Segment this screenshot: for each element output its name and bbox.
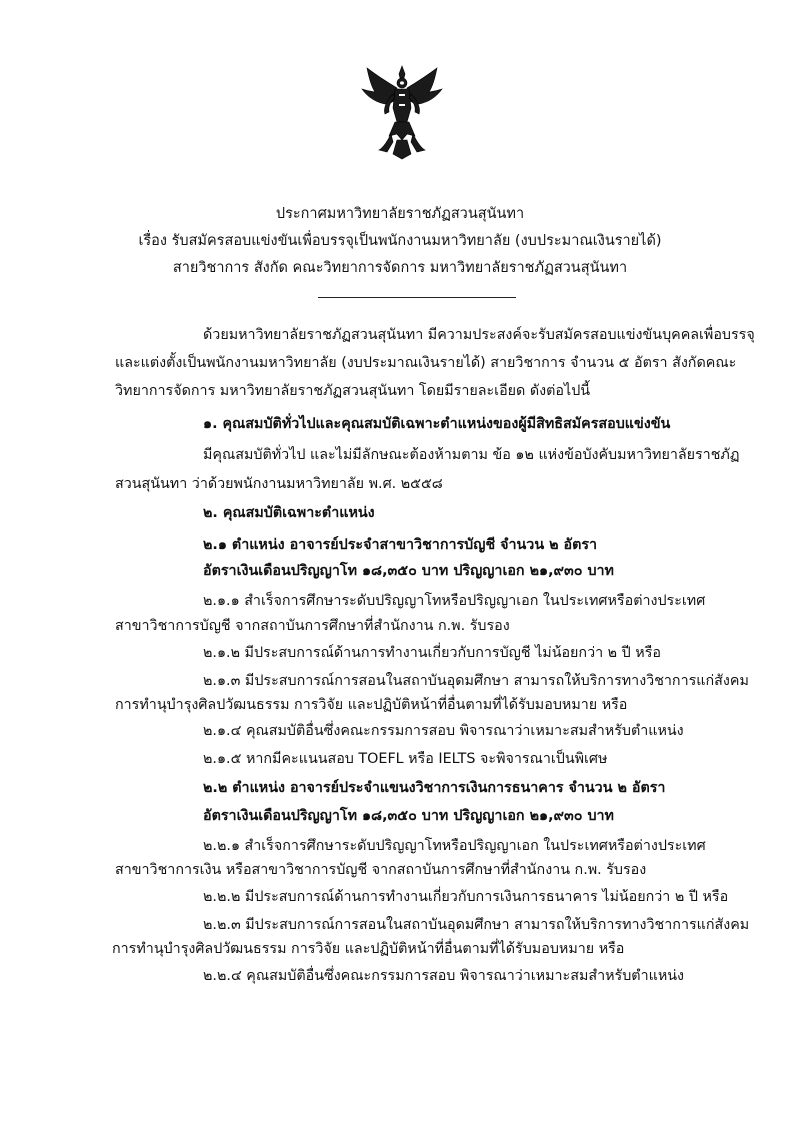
item-2-2-3-b: การทำนุบำรุงศิลปวัฒนธรรม การวิจัย และปฏิบัติหน้าที่อื่นตามที่ได้รับมอบหมาย หรือ: [112, 941, 625, 957]
position-2-2-salary: อัตราเงินเดือนปริญญาโท ๑๘,๓๕๐ บาท ปริญญาเอก ๒๑,๙๓๐ บาท: [203, 808, 614, 824]
item-2-2-1-b: สาขาวิชาการเงิน หรือสาขาวิชาการบัญชี จากสถาบันการศึกษาที่สำนักงาน ก.พ. รับรอง: [115, 862, 647, 878]
item-2-1-1-b: สาขาวิชาการบัญชี จากสถาบันการศึกษาที่สำนักงาน ก.พ. รับรอง: [115, 618, 510, 634]
intro-line-3: วิทยาการจัดการ มหาวิทยาลัยราชภัฏสวนสุนันทา โดยมีรายละเอียด ดังต่อไปนี้: [115, 383, 591, 399]
item-2-2-2: ๒.๒.๒ มีประสบการณ์ด้านการทำงานเกี่ยวกับการเงินการธนาคาร ไม่น้อยกว่า ๒ ปี หรือ: [203, 889, 729, 905]
section-1-line-1: มีคุณสมบัติทั่วไป และไม่มีลักษณะต้องห้ามตาม ข้อ ๑๒ แห่งข้อบังคับมหาวิทยาลัยราชภัฏ: [203, 447, 740, 463]
intro-line-1: ด้วยมหาวิทยาลัยราชภัฏสวนสุนันทา มีความประสงค์จะรับสมัครสอบแข่งขันบุคคลเพื่อบรรจุ: [203, 327, 755, 343]
header-divider: [318, 297, 516, 298]
position-2-1-salary: อัตราเงินเดือนปริญญาโท ๑๘,๓๕๐ บาท ปริญญาเอก ๒๑,๙๓๐ บาท: [203, 563, 614, 579]
intro-line-2: และแต่งตั้งเป็นพนักงานมหาวิทยาลัย (งบประมาณเงินรายได้) สายวิชาการ จำนวน ๕ อัตรา สังกัดคณะ: [115, 355, 737, 371]
item-2-2-3-a: ๒.๒.๓ มีประสบการณ์การสอนในสถาบันอุดมศึกษา สามารถให้บริการทางวิชาการแก่สังคม: [203, 917, 750, 933]
announcement-subject: เรื่อง รับสมัครสอบแข่งขันเพื่อบรรจุเป็นพนักงานมหาวิทยาลัย (งบประมาณเงินรายได้): [138, 233, 662, 249]
position-2-1-title: ๒.๑ ตำแหน่ง อาจารย์ประจำสาขาวิชาการบัญชี จำนวน ๒ อัตรา: [203, 537, 598, 553]
section-2-heading: ๒. คุณสมบัติเฉพาะตำแหน่ง: [203, 505, 375, 521]
section-1-line-2: สวนสุนันทา ว่าด้วยพนักงานมหาวิทยาลัย พ.ศ. ๒๕๕๘: [115, 476, 443, 492]
item-2-2-4: ๒.๒.๔ คุณสมบัติอื่นซึ่งคณะกรรมการสอบ พิจารณาว่าเหมาะสมสำหรับตำแหน่ง: [203, 968, 685, 984]
item-2-1-2: ๒.๑.๒ มีประสบการณ์ด้านการทำงานเกี่ยวกับการบัญชี ไม่น้อยกว่า ๒ ปี หรือ: [203, 645, 661, 661]
section-1-heading: ๑. คุณสมบัติทั่วไปและคุณสมบัติเฉพาะตำแหน่งของผู้มีสิทธิสมัครสอบแข่งขัน: [203, 416, 671, 432]
item-2-1-3-a: ๒.๑.๓ มีประสบการณ์การสอนในสถาบันอุดมศึกษา สามารถให้บริการทางวิชาการแก่สังคม: [203, 673, 749, 689]
position-2-2-title: ๒.๒ ตำแหน่ง อาจารย์ประจำแขนงวิชาการเงินการธนาคาร จำนวน ๒ อัตรา: [203, 780, 666, 796]
item-2-2-1-a: ๒.๒.๑ สำเร็จการศึกษาระดับปริญญาโทหรือปริญญาเอก ในประเทศหรือต่างประเทศ: [203, 838, 706, 854]
announcement-title: ประกาศมหาวิทยาลัยราชภัฏสวนสุนันทา: [275, 206, 525, 222]
item-2-1-5: ๒.๑.๕ หากมีคะแนนสอบ TOEFL หรือ IELTS จะพิจารณาเป็นพิเศษ: [203, 751, 608, 767]
garuda-emblem-icon: [361, 64, 443, 160]
item-2-1-4: ๒.๑.๔ คุณสมบัติอื่นซึ่งคณะกรรมการสอบ พิจารณาว่าเหมาะสมสำหรับตำแหน่ง: [203, 723, 684, 739]
announcement-affiliation: สายวิชาการ สังกัด คณะวิทยาการจัดการ มหาวิทยาลัยราชภัฏสวนสุนันทา: [172, 260, 628, 276]
item-2-1-3-b: การทำนุบำรุงศิลปวัฒนธรรม การวิจัย และปฏิบัติหน้าที่อื่นตามที่ได้รับมอบหมาย หรือ: [115, 697, 628, 713]
item-2-1-1-a: ๒.๑.๑ สำเร็จการศึกษาระดับปริญญาโทหรือปริญญาเอก ในประเทศหรือต่างประเทศ: [203, 593, 706, 609]
